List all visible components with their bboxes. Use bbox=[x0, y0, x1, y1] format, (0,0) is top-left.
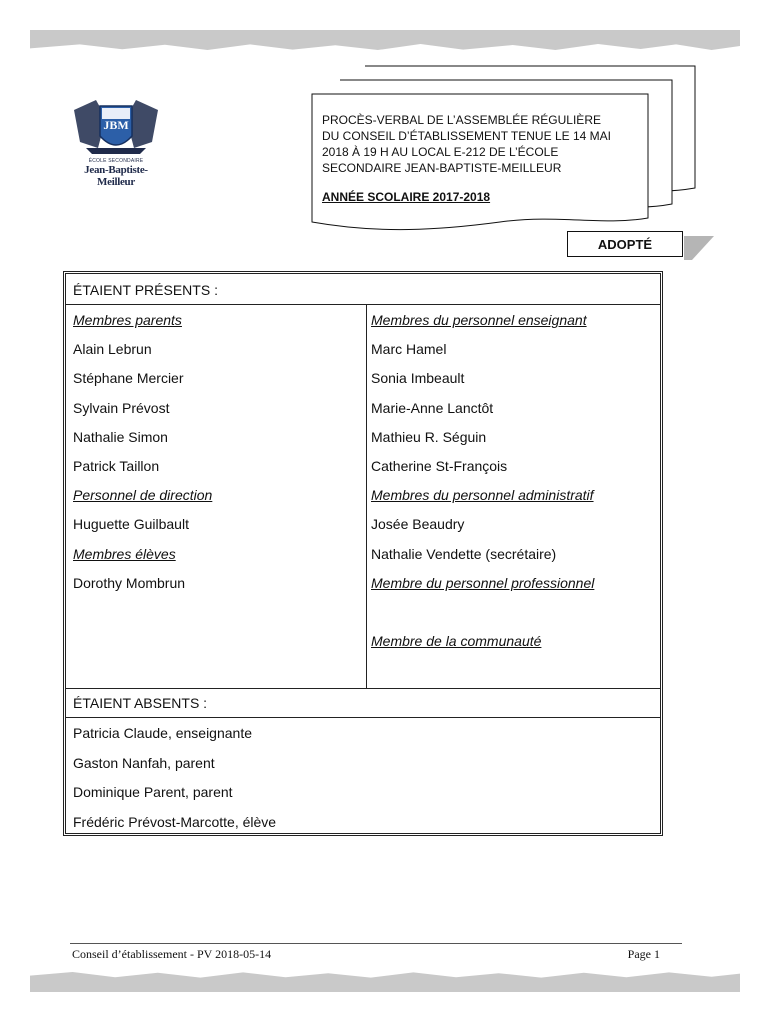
list-item: Patrick Taillon bbox=[73, 458, 160, 474]
list-item: Huguette Guilbault bbox=[73, 516, 189, 533]
list-item: Catherine St-François bbox=[371, 458, 508, 474]
list-item: Gaston Nanfah, parent bbox=[73, 754, 215, 771]
list-item: Patricia Claude, enseignante bbox=[73, 725, 253, 741]
group-heading: Membres élèves bbox=[73, 545, 176, 562]
crest-label: JBM bbox=[103, 118, 129, 132]
list-item: Dorothy Mombrun bbox=[73, 574, 186, 591]
footer-document-ref: Conseil d’établissement - PV 2018-05-14 bbox=[72, 947, 272, 961]
table-divider bbox=[66, 304, 660, 305]
title-line: DU CONSEIL D’ÉTABLISSEMENT TENUE LE 14 MAI bbox=[322, 129, 611, 143]
status-badge: ADOPTÉ bbox=[567, 231, 683, 257]
table-divider bbox=[66, 688, 660, 689]
title-line: SECONDAIRE JEAN-BAPTISTE-MEILLEUR bbox=[322, 161, 562, 175]
list-item: Marie-Anne Lanctôt bbox=[371, 399, 494, 416]
column-divider bbox=[366, 304, 367, 688]
absent-heading: ÉTAIENT ABSENTS : bbox=[73, 695, 208, 711]
present-heading: ÉTAIENT PRÉSENTS : bbox=[73, 282, 218, 298]
list-item: Marc Hamel bbox=[371, 341, 447, 358]
school-year-label: ANNÉE SCOLAIRE 2017-2018 bbox=[322, 190, 491, 204]
list-item: Stéphane Mercier bbox=[73, 370, 184, 387]
footer-rule bbox=[70, 943, 682, 944]
logo-school-type: ÉCOLE SECONDAIRE bbox=[88, 158, 144, 164]
list-item: Frédéric Prévost-Marcotte, élève bbox=[73, 813, 277, 830]
list-item: Sonia Imbeault bbox=[371, 370, 465, 387]
table-divider bbox=[66, 717, 660, 718]
list-item: Mathieu R. Séguin bbox=[371, 428, 487, 445]
list-item: Josée Beaudry bbox=[371, 516, 465, 533]
attendance-table bbox=[63, 271, 663, 836]
list-item: Dominique Parent, parent bbox=[73, 784, 233, 800]
group-heading: Personnel de direction bbox=[73, 487, 213, 504]
logo-school-name: Jean-Baptiste-Meilleur bbox=[84, 164, 148, 188]
torn-edge-bottom-decoration bbox=[30, 972, 740, 992]
school-logo bbox=[66, 96, 166, 186]
group-heading: Membres du personnel enseignant bbox=[371, 312, 587, 328]
group-heading: Membre du personnel professionnel bbox=[371, 574, 595, 591]
title-line: 2018 À 19 H AU LOCAL E-212 DE L’ÉCOLE bbox=[322, 145, 559, 159]
list-item: Nathalie Simon bbox=[73, 428, 168, 445]
list-item: Nathalie Vendette (secrétaire) bbox=[371, 545, 557, 562]
list-item: Alain Lebrun bbox=[73, 341, 152, 358]
jbm-school-crest-icon bbox=[66, 96, 166, 158]
page-number: Page 1 bbox=[627, 947, 660, 961]
group-heading: Membres parents bbox=[73, 312, 182, 328]
group-heading: Membre de la communauté bbox=[371, 633, 542, 650]
title-line: PROCÈS-VERBAL DE L’ASSEMBLÉE RÉGULIÈRE bbox=[322, 113, 601, 127]
torn-edge-top-decoration bbox=[30, 30, 740, 50]
list-item: Sylvain Prévost bbox=[73, 399, 170, 416]
group-heading: Membres du personnel administratif bbox=[371, 487, 594, 504]
minutes-title bbox=[322, 112, 637, 176]
